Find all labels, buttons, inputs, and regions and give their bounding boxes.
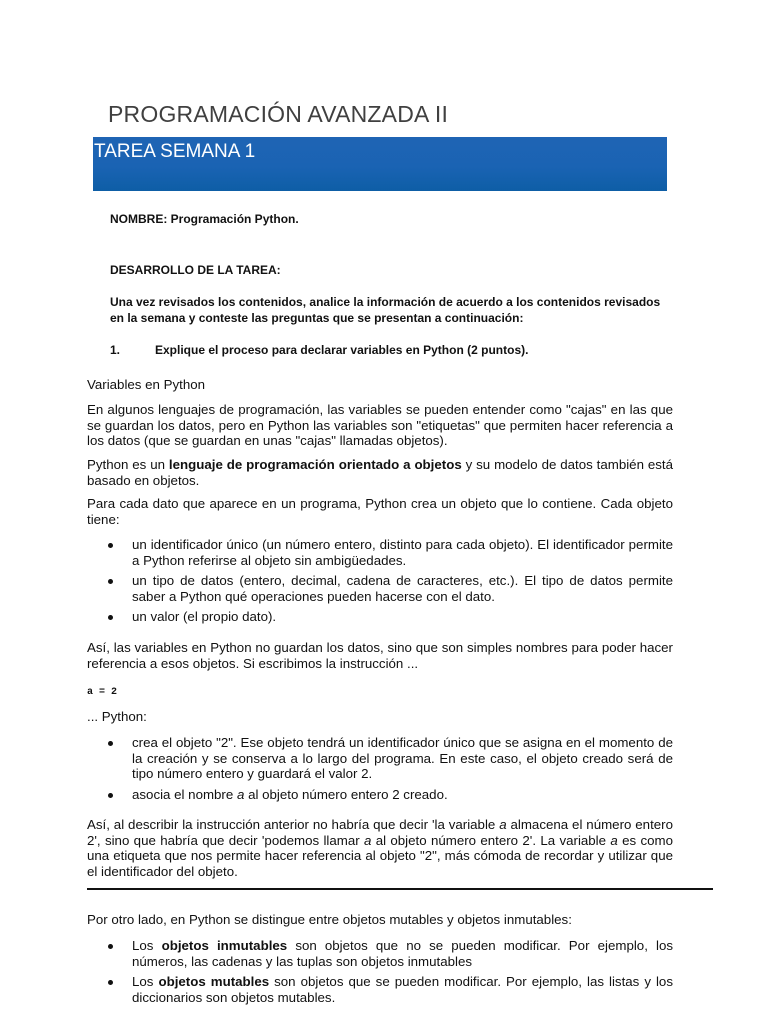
- bullet-list: [87, 537, 673, 630]
- text-run: son objetos que no se pueden modificar. Por ejemplo, los números, las cadenas y las tuplas son objetos inmutables: [132, 938, 674, 969]
- paragraph: En algunos lenguajes de programación, las variables se pueden entender como "cajas" en las que se guardan los datos, pero en Python las variables son "etiquetas" que permiten hacer referencia a los datos (que se guardan en unas "cajas" llamadas objetos).: [87, 402, 673, 449]
- list-item-text: un tipo de datos (entero, decimal, cadena de caracteres, etc.). El tipo de datos permite saber a Python qué operaciones pueden hacerse con el dato.: [132, 573, 673, 604]
- bullet-icon: [108, 543, 113, 548]
- bold-text: objetos mutables: [158, 974, 270, 990]
- instructions-text: Una vez revisados los contenidos, analice la información de acuerdo a los contenidos revisados en la semana y conteste las preguntas que se presentan a continuación:: [110, 295, 661, 325]
- text-run: es como una etiqueta que nos permite hacer referencia al objeto "2", más cómoda de recordar y utilizar que el identificador del objeto.: [87, 832, 673, 879]
- variable-name: a: [610, 832, 618, 848]
- section-heading: DESARROLLO DE LA TAREA:: [110, 263, 281, 277]
- variable-name: a: [499, 817, 507, 832]
- variable-name: a: [363, 832, 372, 848]
- bullet-icon: [108, 579, 113, 584]
- document-title: PROGRAMACIÓN AVANZADA II: [108, 101, 449, 127]
- name-line: NOMBRE: Programación Python.: [110, 212, 299, 226]
- list-item-text: un identificador único (un número entero, distinto para cada objeto). El identificador permite a Python referirse al objeto sin ambigüedades.: [132, 537, 673, 568]
- bullet-list: [87, 735, 673, 807]
- question-text: Explique el proceso para declarar variables en Python (2 puntos).: [155, 343, 529, 357]
- text-run: asocia el nombre: [132, 786, 237, 802]
- bullet-icon: [108, 615, 113, 620]
- text-run: son objetos que se pueden modificar. Por ejemplo, las listas y los diccionarios son objetos mutables.: [132, 974, 673, 1005]
- text-run: al objeto número entero 2 creado.: [244, 786, 448, 802]
- code-snippet: a = 2: [87, 687, 118, 698]
- list-item: [87, 609, 673, 625]
- paragraph: Así, las variables en Python no guardan los datos, sino que son simples nombres para poder hacer referencia a esos objetos. Si escribimos la instrucción ...: [87, 640, 673, 671]
- bullet-icon: [108, 980, 113, 985]
- text-run: Los: [132, 938, 162, 953]
- list-item-text: un valor (el propio dato).: [132, 609, 277, 625]
- text-run: Python es un: [87, 457, 169, 472]
- bold-text: lenguaje de programación orientado a objetos: [168, 457, 462, 472]
- text-run: Los: [132, 974, 159, 990]
- paragraph: ... Python:: [87, 709, 147, 724]
- variable-name: a: [236, 786, 245, 802]
- bullet-icon: [108, 741, 113, 746]
- text-run: Así, al describir la instrucción anterior no habría que decir 'la variable: [87, 817, 500, 832]
- subsection-title: Variables en Python: [87, 377, 206, 392]
- list-item: [87, 735, 673, 782]
- paragraph: [87, 457, 673, 488]
- bold-text: objetos inmutables: [161, 938, 288, 953]
- question-number: 1.: [110, 343, 121, 357]
- text-run: almacena el número entero 2', sino que habría que decir 'podemos llamar: [87, 817, 673, 848]
- list-item: [87, 573, 673, 604]
- list-item: [87, 787, 673, 803]
- paragraph: Para cada dato que aparece en un programa, Python crea un objeto que lo contiene. Cada objeto tiene:: [87, 496, 673, 527]
- bullet-list: [87, 938, 673, 1010]
- banner-title: TAREA SEMANA 1: [94, 141, 256, 162]
- bullet-icon: [108, 793, 113, 798]
- horizontal-divider: [87, 888, 713, 890]
- text-run: y su modelo de datos también está basado en objetos.: [87, 457, 673, 488]
- list-item-text: crea el objeto "2". Ese objeto tendrá un identificador único que se asigna en el momento de la creación y se conserva a lo largo del programa. En este caso, el objeto creado será de tipo número entero y guardará el valor 2.: [132, 735, 673, 782]
- list-item: [87, 537, 673, 568]
- paragraph: Por otro lado, en Python se distingue entre objetos mutables y objetos inmutables:: [87, 912, 572, 927]
- list-item: [87, 938, 673, 969]
- paragraph: [87, 817, 673, 879]
- question-item: [110, 343, 528, 357]
- list-item: [87, 974, 673, 1005]
- text-run: al objeto número entero 2'. La variable: [371, 832, 611, 848]
- bullet-icon: [108, 944, 113, 949]
